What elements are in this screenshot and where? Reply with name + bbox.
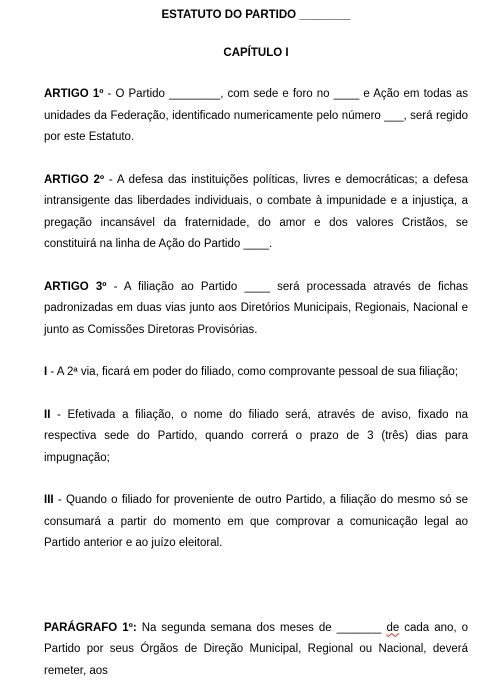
- article-3: [44, 277, 468, 342]
- document-title: ESTATUTO DO PARTIDO ________: [44, 8, 468, 22]
- document-page: [44, 8, 468, 682]
- article-2-text: - A defesa das instituições políticas, livres e democráticas; a defesa intransigente das liberdades individuais, o combate à impunidade e a injustiça, a pregação incansável da fraternidade, do amor e dos valores Cristãos, se constituirá na linha de Ação do Partido ____.: [44, 174, 468, 251]
- article-1-text: - O Partido ________, com sede e foro no ____ e Ação em todas as unidades da Federação, identificado numericamente pelo número ___, será regido por este Estatuto.: [44, 88, 468, 143]
- item-iii: [44, 490, 468, 555]
- article-3-text: - A filiação ao Partido ____ será processada através de fichas padronizadas em duas vias junto aos Diretórios Municipais, Regionais, Nacional e junto as Comissões Diretoras Provisórias.: [44, 281, 468, 336]
- item-iii-label: III: [44, 494, 54, 506]
- paragraph-1: [44, 618, 468, 682]
- paragraph-1-label: PARÁGRAFO 1º:: [44, 622, 137, 634]
- article-1: [44, 84, 468, 149]
- article-2-label: ARTIGO 2º: [44, 174, 104, 186]
- item-iii-text: - Quando o filiado for proveniente de outro Partido, a filiação do mesmo só se consumará a partir do momento em que comprovar a comunicação legal ao Partido anterior e ao juízo eleitoral.: [44, 494, 468, 549]
- item-ii-text: - Efetivada a filiação, o nome do filiado será, através de aviso, fixado na respectiva sede do Partido, quando correrá o prazo de 3 (três) dias para impugnação;: [44, 409, 468, 464]
- item-ii-label: II: [44, 409, 50, 421]
- item-i-text: - A 2ª via, ficará em poder do filiado, como comprovante pessoal de sua filiação;: [47, 366, 458, 378]
- spellcheck-flagged-word[interactable]: de: [386, 622, 399, 634]
- chapter-heading: CAPÍTULO I: [44, 46, 468, 60]
- article-3-label: ARTIGO 3º: [44, 281, 106, 293]
- item-i: [44, 362, 468, 384]
- item-ii: [44, 405, 468, 470]
- paragraph-1-text-before: Na segunda semana dos meses de _______: [137, 622, 387, 634]
- article-2: [44, 170, 468, 256]
- article-1-label: ARTIGO 1º: [44, 88, 103, 100]
- paragraph-1-text-after: cada ano, o Partido por seus Órgãos de Direção Municipal, Regional ou Nacional, deverá remeter, aos: [44, 622, 468, 677]
- item-i-label: I: [44, 366, 47, 378]
